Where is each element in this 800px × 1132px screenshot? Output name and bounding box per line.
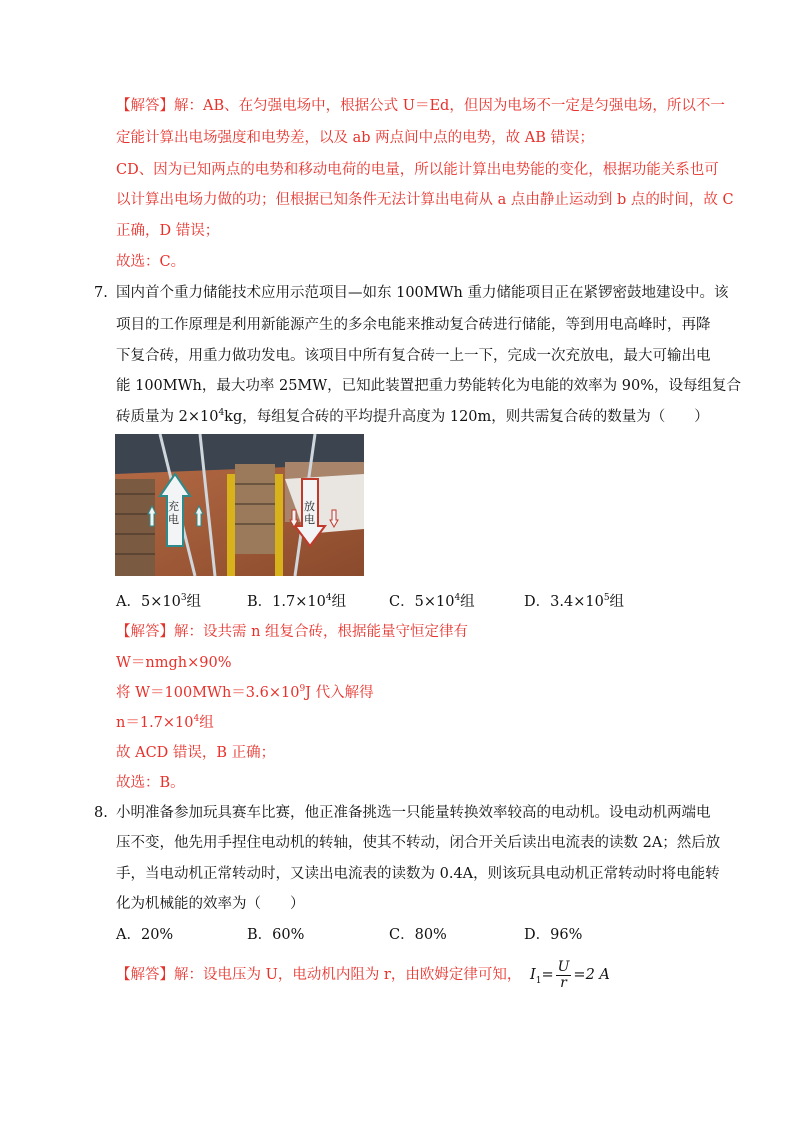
question-line: 砖质量为 $2\times 10^4kg$，每组复合砖的平均提升高度为 120m，则共需复合砖的数量为（ ） xyxy=(116,408,709,425)
question-line: 压不变，他先用手捏住电动机的转轴，使其不转动，闭合开关后读出电流表的读数 2A；然后放 xyxy=(116,835,721,851)
question-line: 能 100MWh，最大功率 25MW，已知此装置把重力势能转化为电能的效率为 90%，设每组复合 xyxy=(116,378,742,394)
option-b[interactable]: B．60% xyxy=(247,927,305,943)
answer-line: 故选：B。 xyxy=(116,775,185,791)
answer-line: 【解答】解：设共需 n 组复合砖，根据能量守恒定律有 xyxy=(116,624,469,640)
charge-label: 充电 xyxy=(168,500,179,526)
option-d[interactable]: D．96% xyxy=(524,927,583,943)
question-line: 手，当电动机正常转动时，又读出电流表的读数为 0.4A，则该玩具电动机正常转动时将电能转 xyxy=(116,866,720,882)
answer-line: $n=1.7\times 10^4$组 xyxy=(116,714,214,731)
discharge-label: 放电 xyxy=(304,500,315,526)
answer-line: 故 ACD 错误，B 正确； xyxy=(116,745,276,761)
option-c[interactable]: C．$5\times 10^4$组 xyxy=(389,593,475,610)
answer-tag: 【解答】 xyxy=(116,967,174,983)
answer-line: W＝nmgh×90% xyxy=(116,655,232,671)
ohm-formula: $I_1=$ $\frac{U}{r}$ =2 A xyxy=(529,958,610,991)
answer-line: 正确，D 错误； xyxy=(116,223,220,239)
option-a[interactable]: A．$5\times 10^3$组 xyxy=(116,593,202,610)
answer-line: 将 $W=100MWh=3.6\times 10^9J$ 代入解得 xyxy=(116,684,374,701)
option-c[interactable]: C．80% xyxy=(389,927,447,943)
option-b[interactable]: B．$1.7\times 10^4$组 xyxy=(247,593,347,610)
answer-tag: 【解答】 xyxy=(116,624,174,640)
option-a[interactable]: A．20% xyxy=(116,927,174,943)
option-d[interactable]: D．$3.4\times 10^5$组 xyxy=(524,593,625,610)
answer-tag: 【解答】 xyxy=(116,98,174,114)
question-line: 下复合砖，用重力做功发电。该项目中所有复合砖一上一下，完成一次充放电，最大可输出电 xyxy=(116,348,711,364)
question-line: 化为机械能的效率为（ ） xyxy=(116,896,305,912)
question-line: 国内首个重力储能技术应用示范项目—如东 100MWh 重力储能项目正在紧锣密鼓地建设中。该 xyxy=(116,285,729,301)
answer-line: CD、因为已知两点的电势和移动电荷的电量，所以能计算出电势能的变化，根据功能关系也可 xyxy=(116,162,719,178)
answer-line: 以计算出电场力做的功；但根据已知条件无法计算出电荷从 a 点由静止运动到 b 点的时间，故 C xyxy=(116,192,734,208)
question-line: 项目的工作原理是利用新能源产生的多余电能来推动复合砖进行储能，等到用电高峰时，再降 xyxy=(116,317,711,333)
question-number: 8. xyxy=(94,805,108,821)
answer-line: 【解答】解：AB、在匀强电场中，根据公式 U＝Ed，但因为电场不一定是匀强电场，所以不一 xyxy=(116,98,725,114)
question-number: 7. xyxy=(94,285,108,301)
question-line: 小明准备参加玩具赛车比赛，他正准备挑选一只能量转换效率较高的电动机。设电动机两端电 xyxy=(116,805,711,821)
answer-line: 定能计算出电场强度和电势差，以及 ab 两点间中点的电势，故 AB 错误； xyxy=(116,130,594,146)
gravity-storage-photo xyxy=(115,434,364,576)
answer-block-8: 【解答】解：设电压为 U，电动机内阻为 r，由欧姆定律可知， $I_1=$ $\frac{U}{r}$ =2 A xyxy=(116,958,610,991)
answer-line: 故选：C。 xyxy=(116,254,186,270)
